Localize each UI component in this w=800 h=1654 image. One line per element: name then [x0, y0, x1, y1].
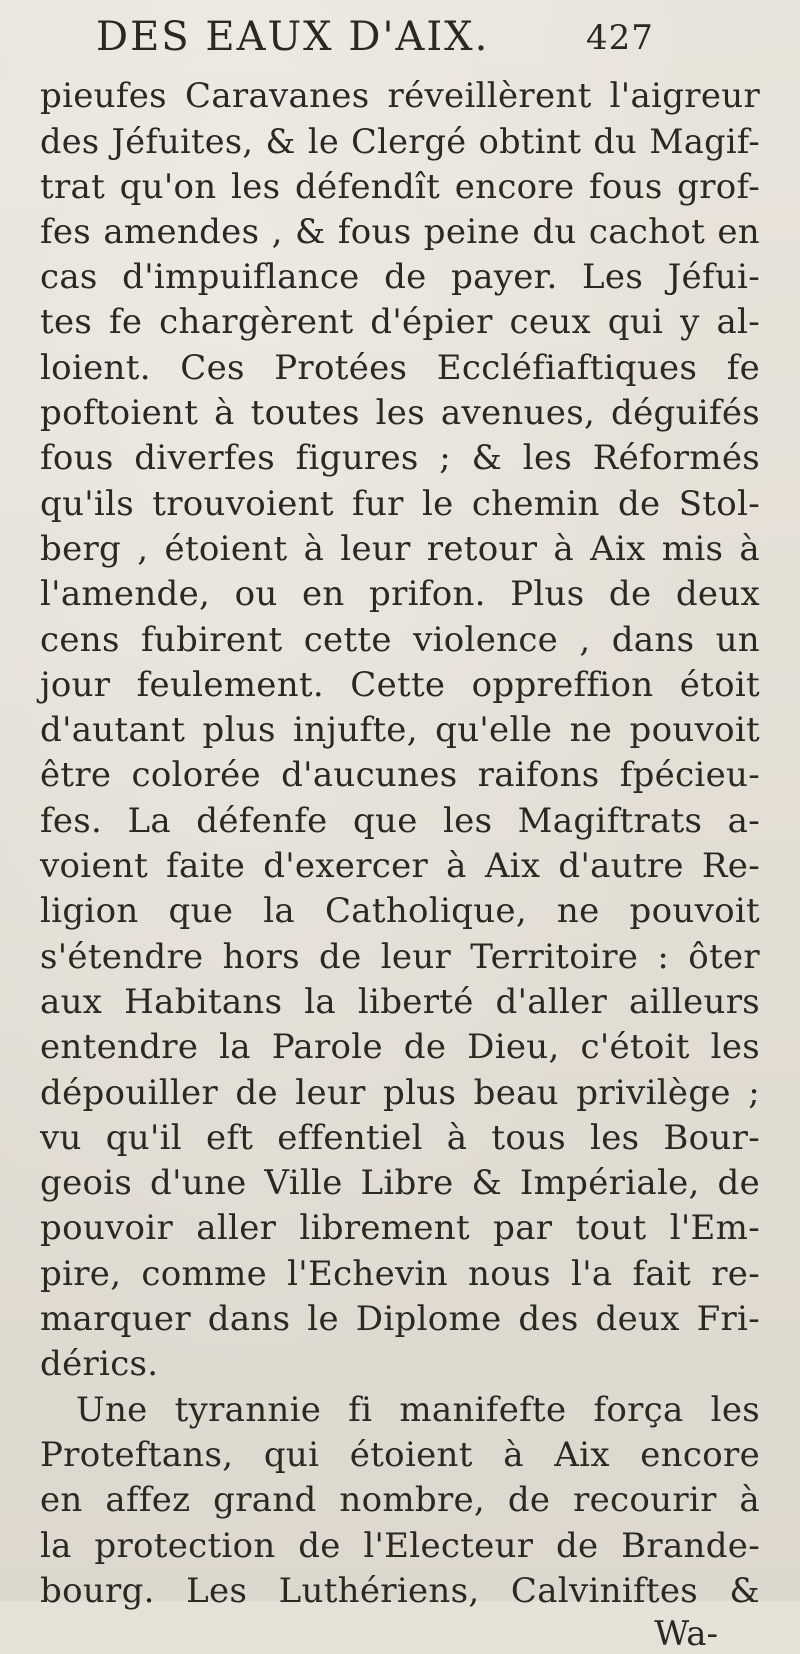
body-text — [40, 74, 760, 1654]
text-line-paragraph-start: Une tyrannie fi manifefte força les — [76, 1389, 760, 1430]
text-line: en affez grand nombre, de recourir à — [40, 1480, 760, 1521]
text-line: l'amende, ou en prifon. Plus de deux — [40, 574, 760, 615]
text-line: d'autant plus injufte, qu'elle ne pouvoit — [40, 710, 760, 751]
page-number: 427 — [586, 18, 654, 58]
text-line: berg , étoient à leur retour à Aix mis à — [40, 528, 760, 569]
text-line: la protection de l'Electeur de Brande- — [40, 1525, 760, 1566]
text-line: geois d'une Ville Libre & Impériale, de — [40, 1163, 760, 1204]
catchword: Wa- — [654, 1614, 718, 1654]
text-line: pouvoir aller librement par tout l'Em- — [40, 1208, 760, 1249]
text-line: tes fe chargèrent d'épier ceux qui y al- — [40, 302, 760, 343]
text-line: qu'ils trouvoient fur le chemin de Stol- — [40, 483, 760, 524]
text-line: des Jéfuites, & le Clergé obtint du Magif- — [40, 122, 760, 162]
text-line: pieufes Caravanes réveillèrent l'aigreur — [40, 76, 760, 116]
text-line: poftoient à toutes les avenues, déguifés — [40, 393, 760, 434]
text-line: être colorée d'aucunes raifons fpécieu- — [40, 755, 760, 796]
page-header — [0, 14, 800, 74]
text-line: bourg. Les Luthériens, Calviniftes & — [40, 1570, 760, 1611]
text-line: voient faite d'exercer à Aix d'autre Re- — [40, 846, 760, 887]
text-line: jour feulement. Cette oppreffion étoit — [40, 664, 760, 705]
text-line: entendre la Parole de Dieu, c'étoit les — [40, 1027, 760, 1068]
text-line: trat qu'on les défendît encore fous grof- — [40, 166, 760, 207]
text-line: Proteftans, qui étoient à Aix encore — [40, 1434, 760, 1475]
text-line: aux Habitans la liberté d'aller ailleurs — [40, 981, 760, 1022]
text-line: s'étendre hors de leur Territoire : ôter — [40, 936, 760, 977]
text-line: cens fubirent cette violence , dans un — [40, 619, 760, 660]
text-line: pire, comme l'Echevin nous l'a fait re- — [40, 1253, 760, 1294]
text-line: fes amendes , & fous peine du cachot en — [40, 211, 760, 252]
text-line: cas d'impuiflance de payer. Les Jéfui- — [40, 257, 760, 298]
text-line: ligion que la Catholique, ne pouvoit — [40, 891, 760, 932]
text-line: loient. Ces Protées Eccléfiaftiques fe — [40, 347, 760, 388]
text-line: dépouiller de leur plus beau privilège ; — [40, 1072, 760, 1113]
text-line: marquer dans le Diplome des deux Fri- — [40, 1299, 760, 1340]
text-line: fous diverfes figures ; & les Réformés — [40, 438, 760, 479]
text-line: vu qu'il eft effentiel à tous les Bour- — [40, 1117, 760, 1158]
running-title: DES EAUX D'AIX. — [96, 14, 490, 60]
text-line: fes. La défenfe que les Magiftrats a- — [40, 800, 760, 841]
text-line-paragraph-end: dérics. — [40, 1344, 159, 1385]
